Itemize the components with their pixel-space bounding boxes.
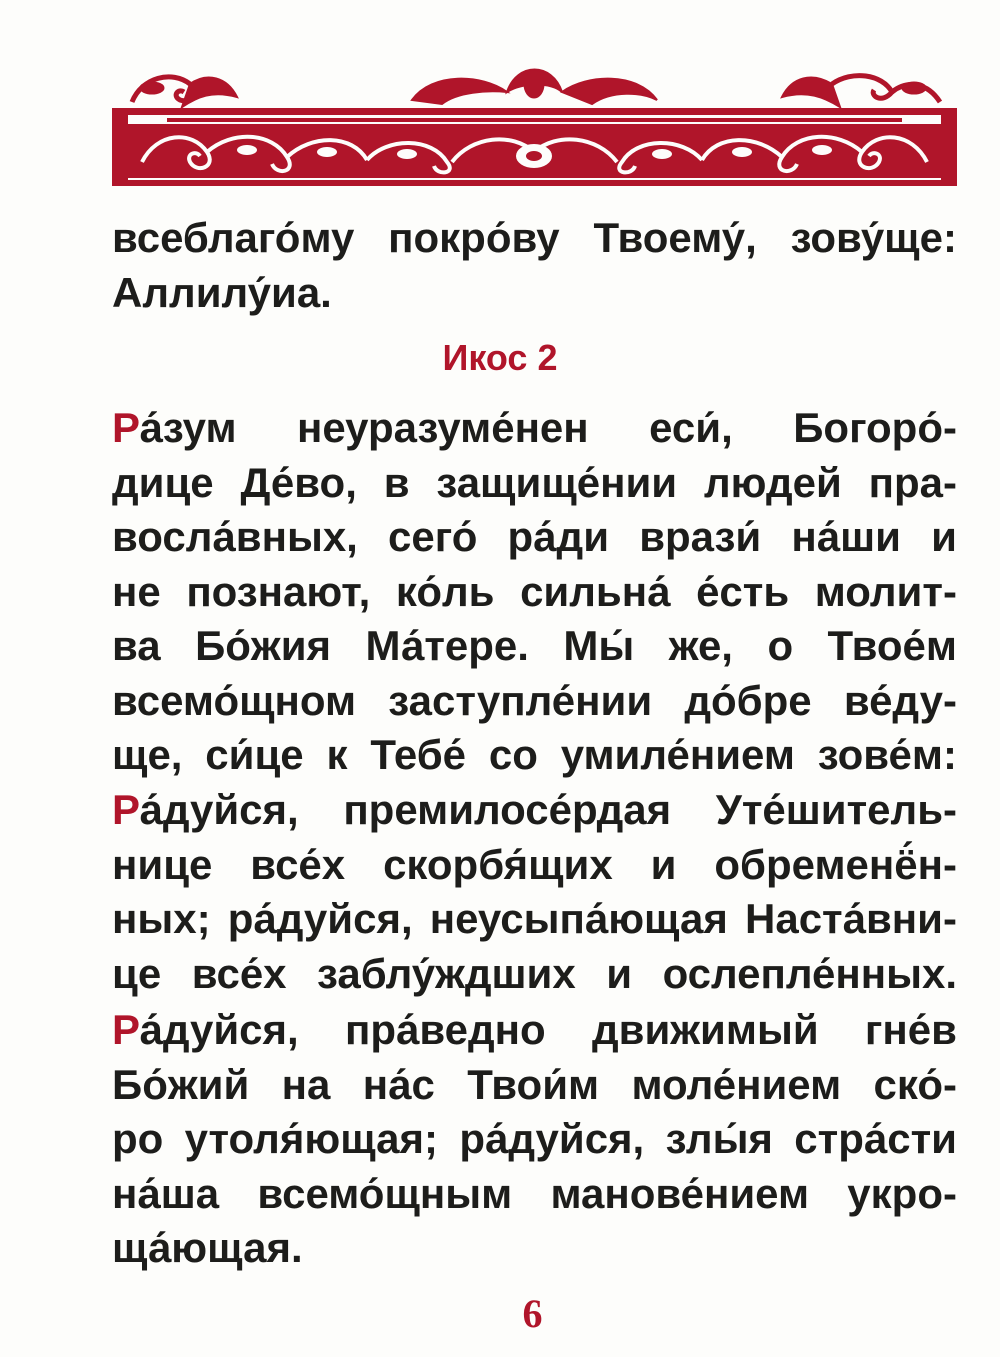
word: гне́в [864,1006,957,1053]
word: людей [703,458,842,506]
text-line [112,838,957,893]
word: Твое́м [827,622,957,669]
word: скорбя́щих [383,840,613,888]
text-line [112,401,957,456]
word: еси́, [649,404,733,451]
word: нице [112,840,213,888]
text-line [112,456,957,511]
word: и [931,513,957,560]
text-line [112,947,957,1002]
word: Бо́жий [112,1060,250,1108]
word: всемо́щном [112,676,357,724]
text-line [112,728,957,783]
word: заблу́ждших [317,949,576,997]
word: зове́м: [817,731,957,778]
text-line [112,211,957,266]
text-line [112,266,957,321]
drop-initial: Р [112,404,140,451]
word: си́це [205,731,304,778]
text-line [112,510,957,565]
text-line [112,1167,957,1222]
word: молит- [814,567,957,615]
word: познают, [186,567,371,615]
word: о [767,622,794,669]
word: до́бре [684,676,812,724]
paragraph-1 [112,401,957,783]
word: ща́ющая. [112,1224,303,1271]
word: це [112,949,162,997]
word: же, [668,622,733,669]
word: к [326,731,348,778]
word: и [650,840,677,888]
word: Наста́вни- [745,895,957,942]
text-line [112,1112,957,1167]
word: Ма́тере. [365,622,529,669]
word: обременё́н- [714,840,957,888]
word: ско́- [873,1060,957,1108]
word: Твои́м [467,1060,600,1108]
drop-initial: Р [112,786,140,833]
word: Тебе́ [370,731,467,778]
text-line [112,565,957,620]
paragraph-2 [112,783,957,1001]
word: не [112,567,161,615]
text-line [112,674,957,729]
word: Де́во, [240,458,357,506]
word: неуразуме́нен [297,404,589,451]
word: Богоро́- [793,404,957,451]
word: Мы́ [563,622,635,669]
word: ко́ль [395,567,495,615]
word: утоля́ющая; [184,1115,438,1162]
word: зову́ще: [790,214,957,261]
word: ва [112,622,161,669]
drop-initial: Р [112,1006,140,1053]
word: всеблаго́му [112,214,355,261]
word: на́ши [791,513,901,560]
text-line [112,1221,957,1276]
word: ве́ду- [843,676,957,724]
word: манове́нием [550,1169,810,1217]
word: злы́я [665,1115,773,1162]
word: врази́ [639,513,762,560]
word: ра́дуйся, [227,895,413,942]
word: и [606,949,633,997]
word: на [281,1060,331,1108]
word: Ра́зум [112,404,237,451]
word: ра́дуйся, [459,1115,645,1162]
word: пра́ведно [345,1006,546,1053]
text-line [112,783,957,838]
word: пра- [868,458,957,506]
word: неусыпа́ющая [429,895,728,942]
word: ще, [112,731,183,778]
word: Ра́дуйся, [112,786,299,833]
word: защище́нии [436,458,678,506]
word: все́х [250,840,346,888]
opening-text [112,211,957,320]
text-line [112,892,957,947]
word: Твоему́, [593,214,757,261]
word: ра́ди [507,513,610,560]
word: на́с [362,1060,435,1108]
word: укро- [847,1169,957,1217]
word: моле́нием [631,1060,842,1108]
word: дице [112,458,214,506]
word: ных; [112,895,211,942]
word: движимый [591,1006,819,1053]
word: ослепле́нных. [662,949,957,997]
word: заступле́нии [388,676,653,724]
word: сильна́ [520,567,671,615]
word: е́сть [696,567,790,615]
word: Бо́жия [195,622,332,669]
text-line [112,619,957,674]
word: все́х [191,949,287,997]
decorative-floral-header-icon [112,52,957,188]
word: на́ша [112,1169,220,1217]
word: премилосе́рдая [343,786,672,833]
word: в [383,458,410,506]
page-number: 6 [522,1291,543,1336]
text-line [112,1058,957,1113]
paragraph-3 [112,1003,957,1276]
word: ро [112,1115,164,1162]
word: стра́сти [794,1115,957,1162]
word: Ра́дуйся, [112,1006,299,1053]
section-heading: Икос 2 [442,337,558,378]
word: всемо́щным [257,1169,513,1217]
text-line [112,1003,957,1058]
word: Уте́шитель- [715,786,957,833]
word: умиле́нием [560,731,795,778]
word: Аллилу́иа. [112,268,332,316]
word: со [488,731,538,778]
word: восла́вных, [112,513,358,560]
word: покро́ву [388,214,560,261]
word: сего́ [388,513,478,560]
